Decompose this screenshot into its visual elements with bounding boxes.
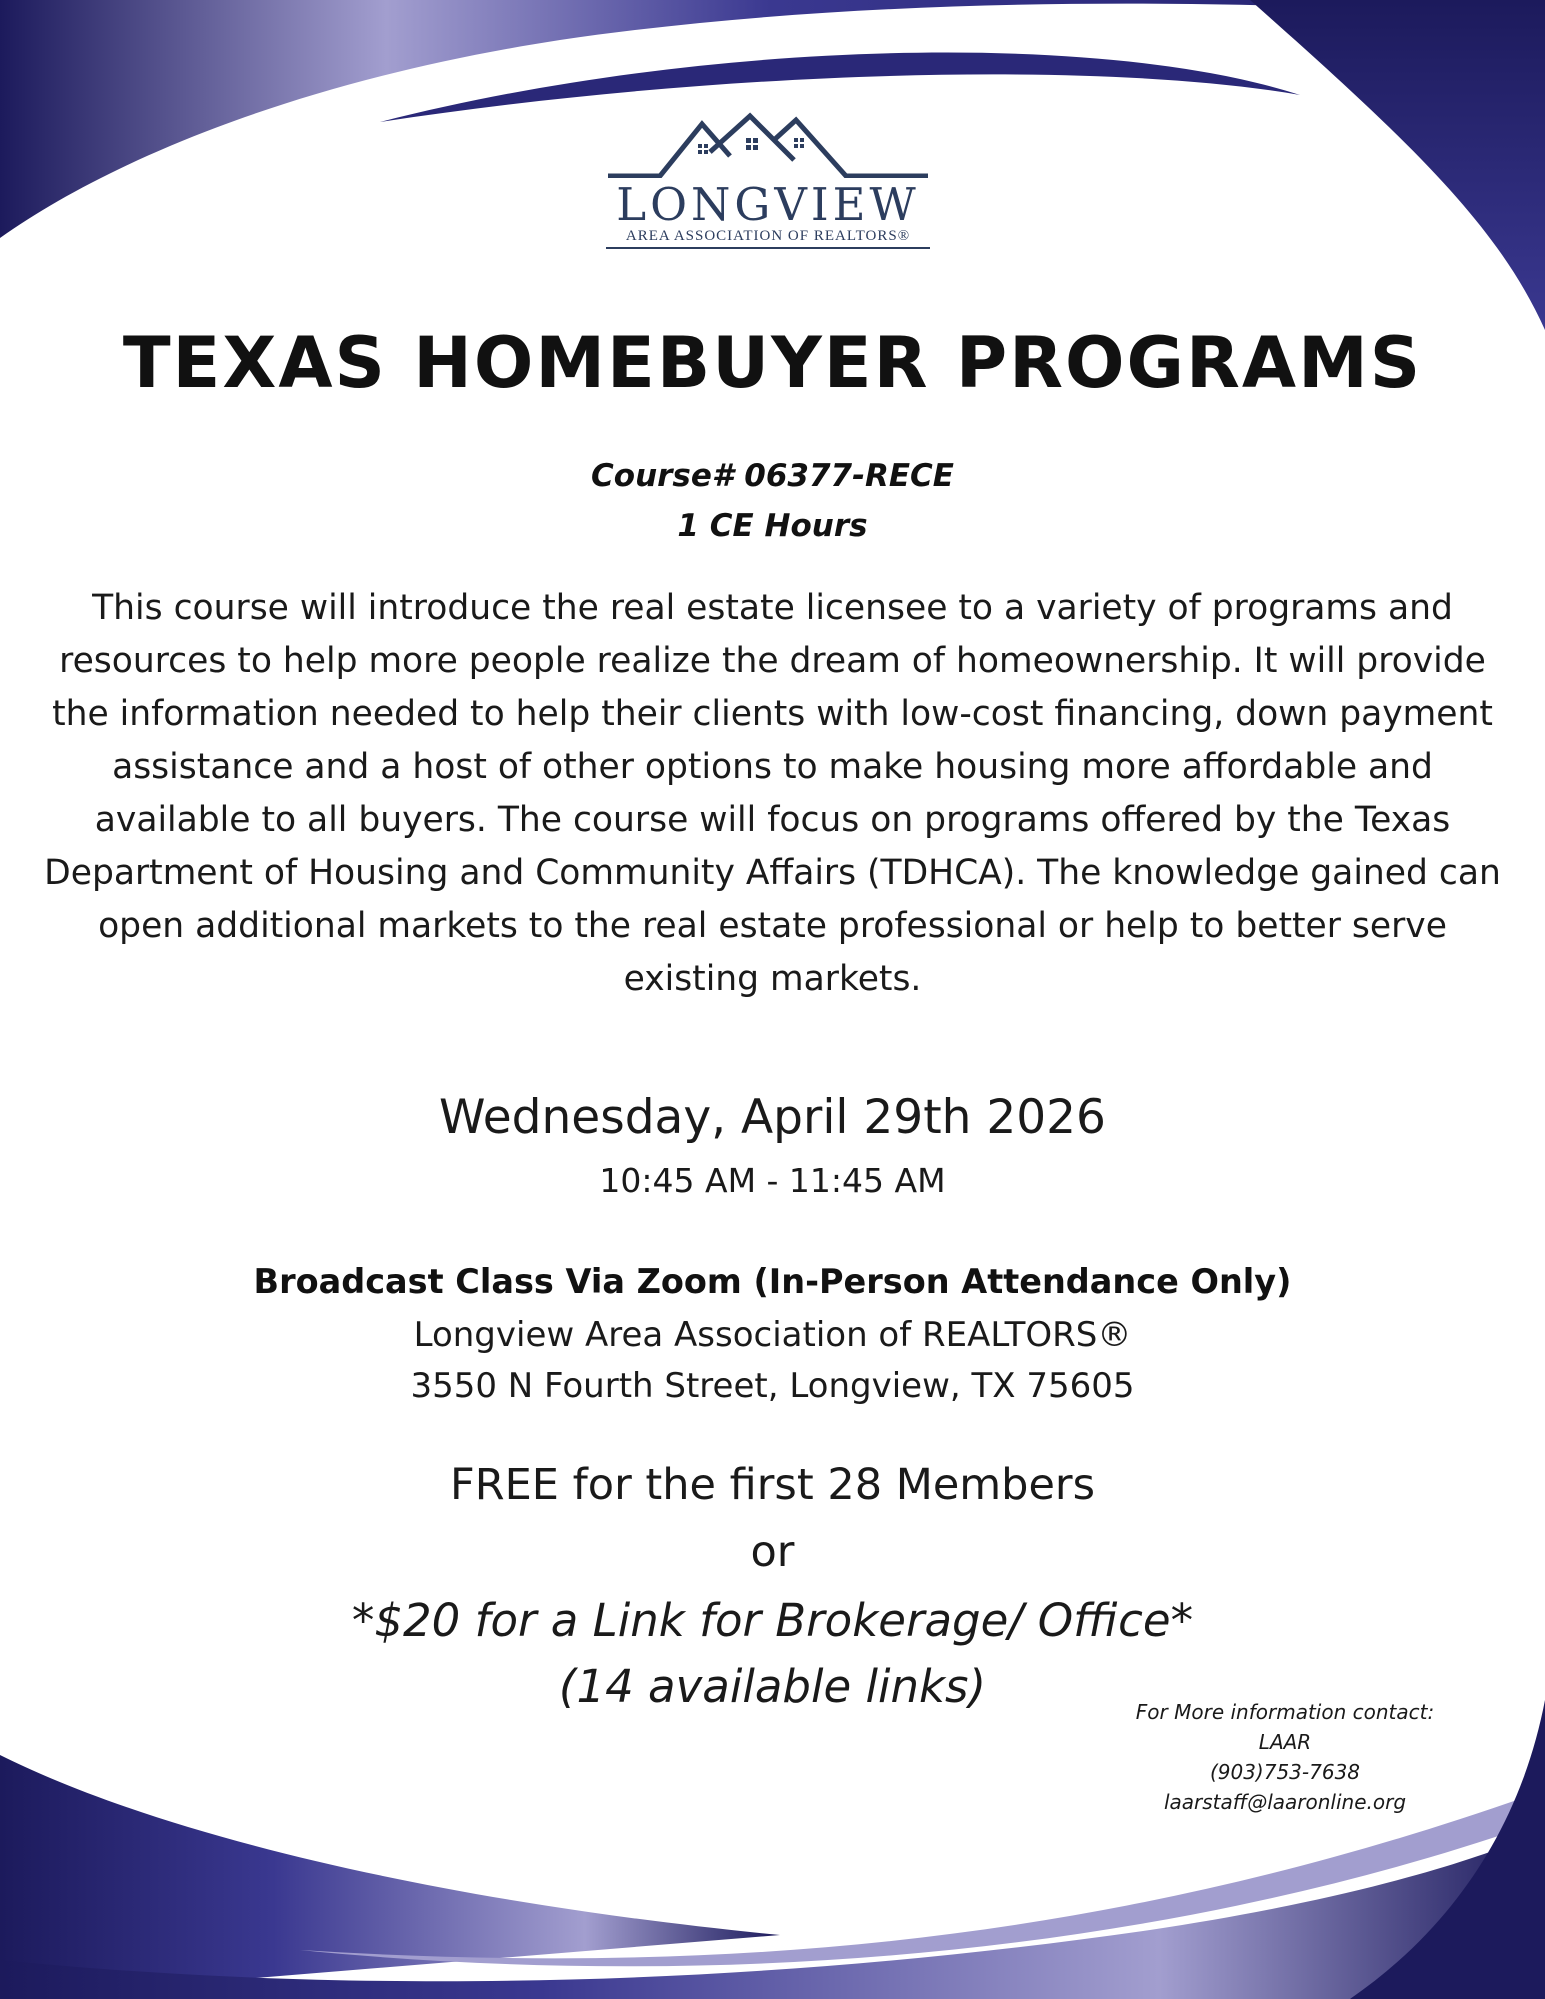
contact-block	[1060, 1697, 1510, 1817]
logo	[598, 112, 938, 252]
pricing-free: FREE for the first 28 Members	[450, 1460, 1095, 1510]
event-time: 10:45 AM - 11:45 AM	[599, 1161, 946, 1200]
logo-rule	[606, 247, 930, 249]
ce-hours: 1 CE Hours	[677, 508, 868, 544]
pricing-link: *$20 for a Link for Brokerage/ Office*	[351, 1594, 1194, 1647]
location-org: Longview Area Association of REALTORS®	[413, 1315, 1132, 1355]
location-address: 3550 N Fourth Street, Longview, TX 75605	[410, 1366, 1135, 1406]
pricing-or: or	[750, 1527, 795, 1577]
contact-phone: (903)753-7638	[1209, 1760, 1361, 1784]
event-date: Wednesday, April 29th 2026	[439, 1090, 1106, 1145]
contact-name: LAAR	[1258, 1730, 1312, 1754]
course-description: This course will introduce the real estate licensee to a variety of programs and resources to help more people realize the dream of homeownership. It will provide the information needed to help their clients with low-cost financing, down payment assistance and a host of other options to make housing more affordable and available to all buyers. The course will focus on programs offered by the Texas Department of Housing and Community Affairs (TDHCA). The knowledge gained can open additional markets to the real estate professional or help to better serve existing markets.	[44, 588, 1501, 999]
pricing-links-available: (14 available links)	[558, 1660, 987, 1713]
course-number: Course# 06377-RECE	[591, 458, 954, 494]
house-roofs-icon	[598, 112, 938, 178]
broadcast-note: Broadcast Class Via Zoom (In-Person Attendance Only)	[253, 1262, 1292, 1301]
logo-name: LONGVIEW	[616, 178, 920, 231]
logo-subtitle: AREA ASSOCIATION OF REALTORS®	[625, 228, 911, 244]
contact-heading: For More information contact:	[1135, 1700, 1435, 1724]
page-title: TEXAS HOMEBUYER PROGRAMS	[122, 322, 1423, 404]
contact-email: laarstaff@laaronline.org	[1163, 1790, 1407, 1814]
